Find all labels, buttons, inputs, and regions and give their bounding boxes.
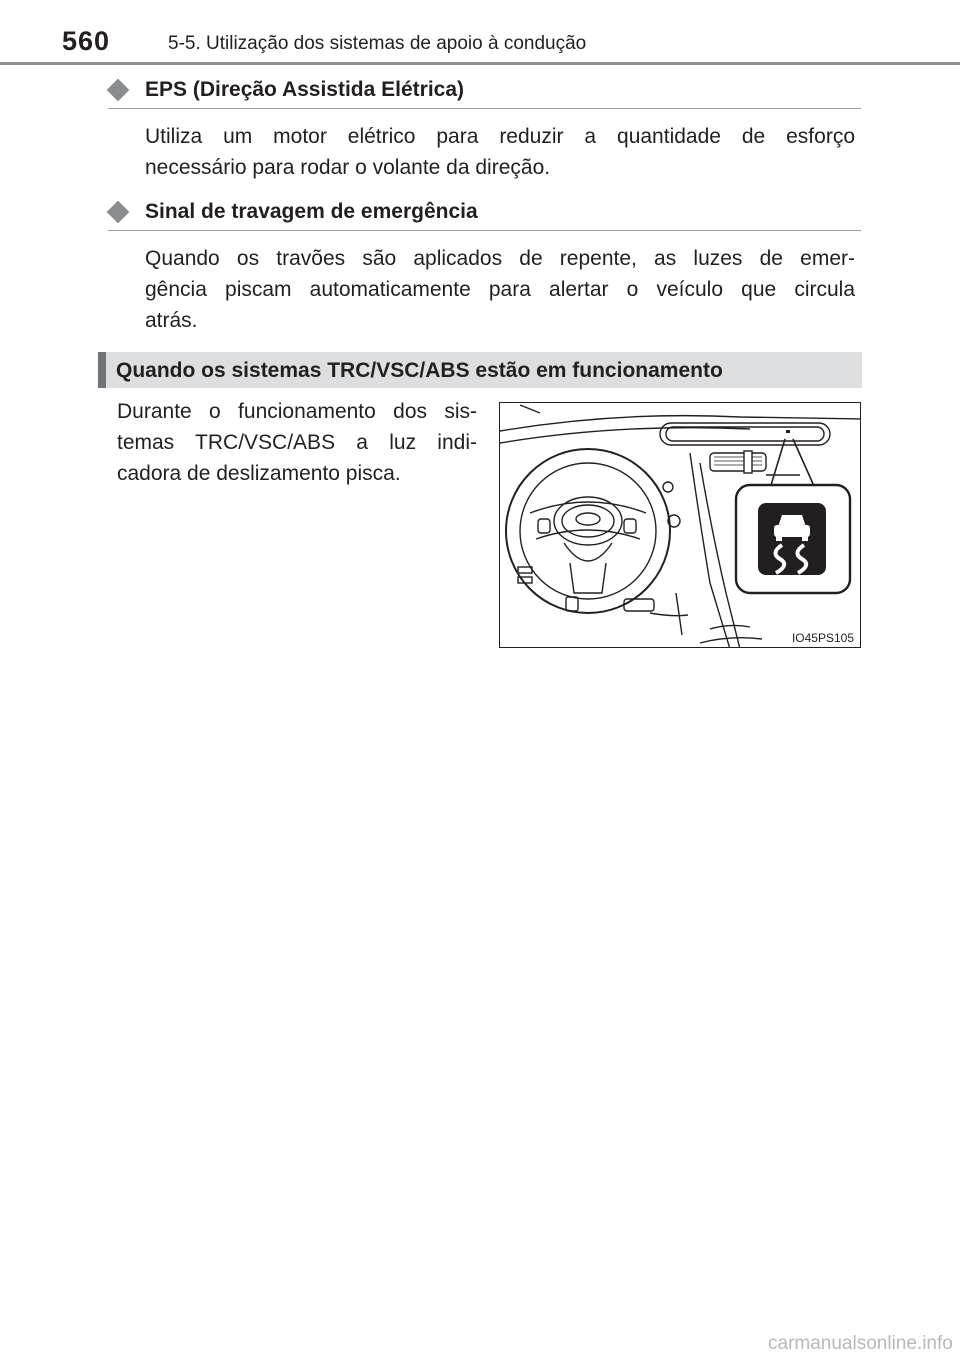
- emergency-line-2: gência piscam automaticamente para alertar o veículo que circula: [145, 278, 855, 301]
- emergency-line-3: atrás.: [145, 309, 198, 332]
- dashboard-illustration: [499, 402, 861, 648]
- diamond-bullet-icon: [107, 79, 130, 102]
- operation-banner: [98, 352, 862, 388]
- emergency-subheading: [108, 200, 861, 231]
- emergency-title: Sinal de travagem de emergência: [145, 200, 478, 223]
- eps-paragraph: [145, 121, 855, 183]
- emergency-line-1: Quando os travões são aplicados de repente, as luzes de emer-: [145, 247, 855, 270]
- page-number: 560: [62, 26, 111, 56]
- eps-line-2: necessário para rodar o volante da direção.: [145, 156, 551, 179]
- operation-line-3: cadora de deslizamento pisca.: [117, 462, 401, 485]
- slip-indicator-icon: [758, 503, 826, 575]
- operation-line-2: temas TRC/VSC/ABS a luz indi-: [117, 431, 477, 454]
- diamond-bullet-icon: [107, 201, 130, 224]
- operation-banner-title: Quando os sistemas TRC/VSC/ABS estão em funcionamento: [116, 359, 723, 382]
- operation-paragraph: [117, 396, 477, 489]
- figure-code: IO45PS105: [791, 631, 854, 645]
- eps-subheading: [108, 78, 861, 109]
- section-title: 5-5. Utilização dos sistemas de apoio à condução: [168, 33, 587, 54]
- dashboard-drawing: [500, 403, 861, 648]
- eps-line-1: Utiliza um motor elétrico para reduzir a quantidade de esforço: [145, 125, 855, 148]
- operation-line-1: Durante o funcionamento dos sis-: [117, 400, 477, 423]
- emergency-paragraph: [145, 243, 855, 336]
- watermark: carmanualsonline.info: [768, 1333, 953, 1354]
- header-rule: [0, 62, 960, 65]
- eps-title: EPS (Direção Assistida Elétrica): [145, 78, 465, 101]
